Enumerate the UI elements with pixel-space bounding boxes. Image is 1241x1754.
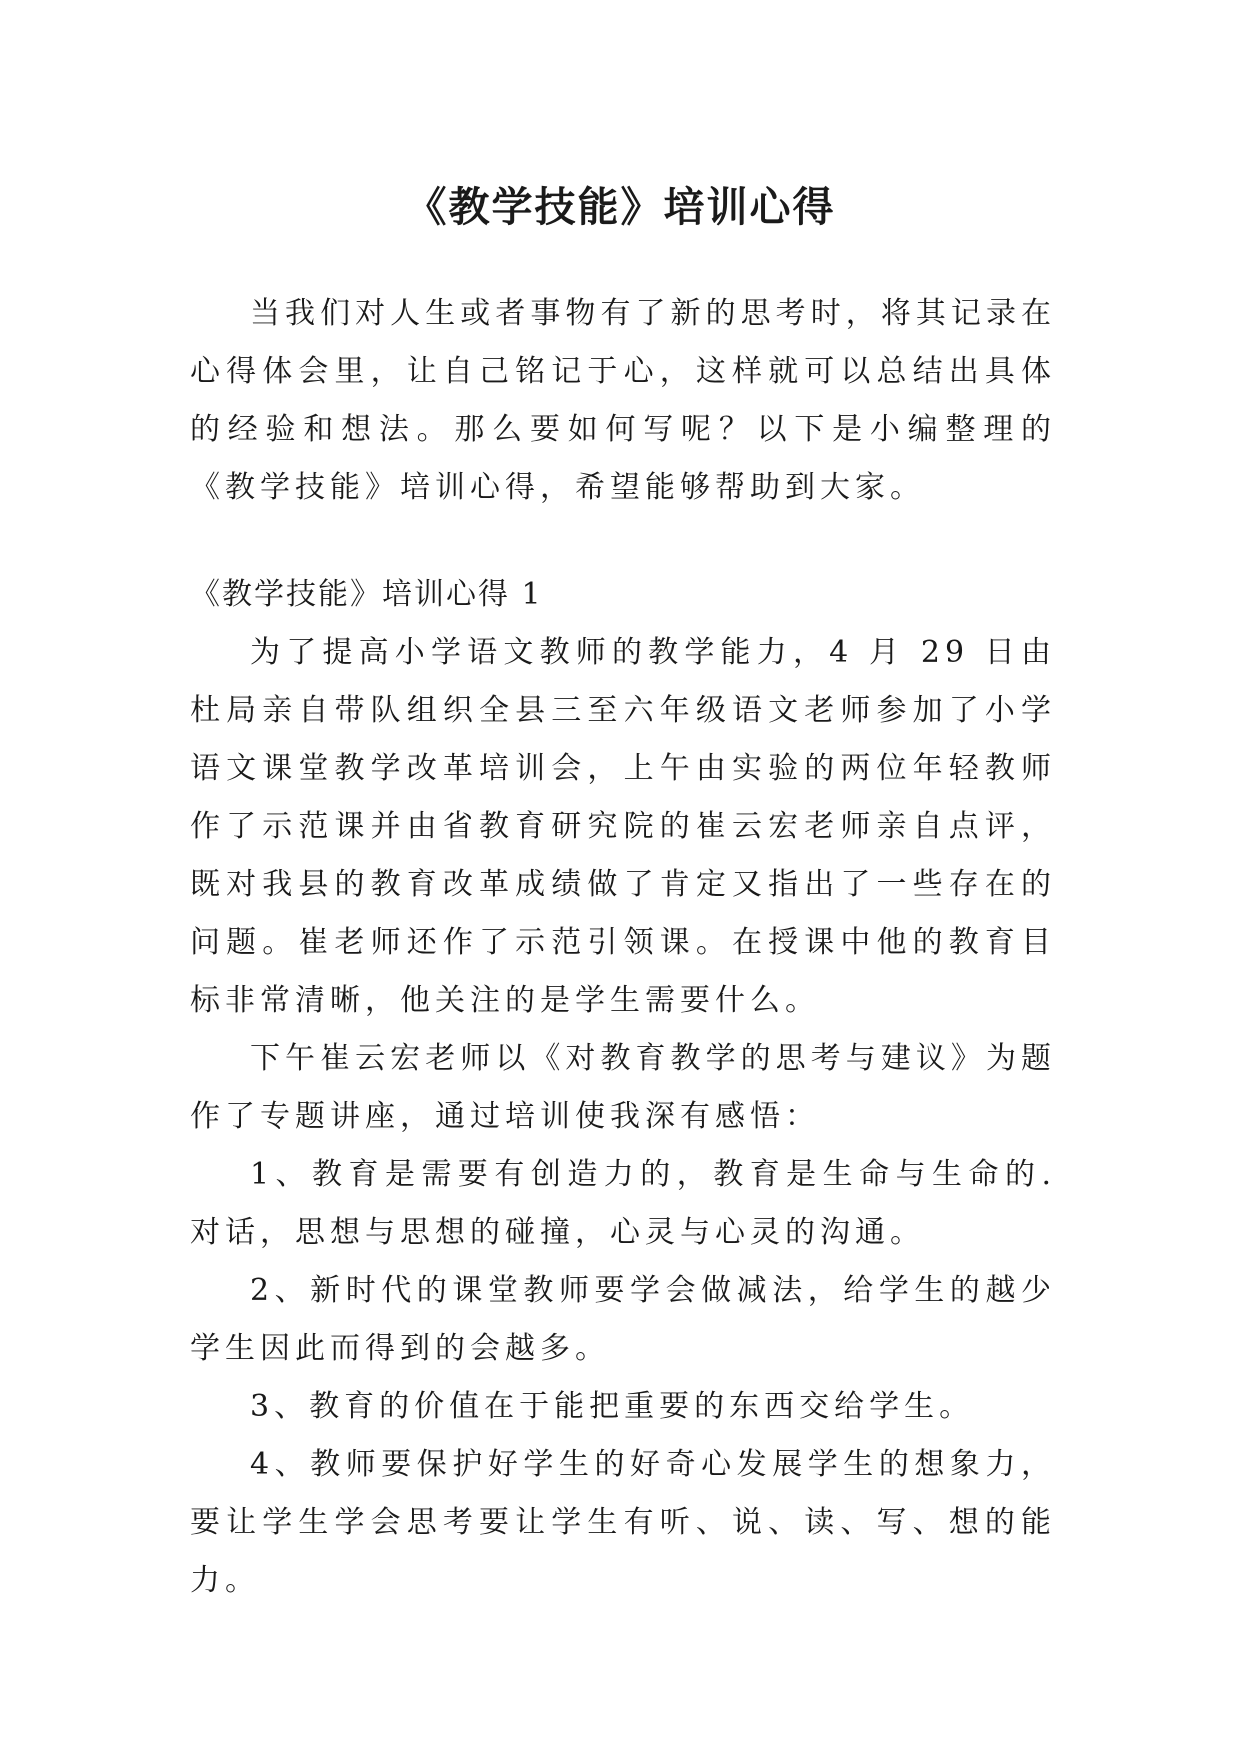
intro-paragraph: 当我们对人生或者事物有了新的思考时，将其记录在心得体会里，让自己铭记于心，这样就可以总结出具体的经验和想法。那么要如何写呢？以下是小编整理的《教学技能》培训心得，希望能够帮助到大家。 (190, 296, 1056, 505)
document-body (190, 285, 1056, 1610)
list-item-1: 1、教育是需要有创造力的，教育是生命与生命的.对话，思想与思想的碰撞，心灵与心灵的沟通。 (190, 1157, 1056, 1250)
list-item-2: 2、新时代的课堂教师要学会做减法，给学生的越少学生因此而得到的会越多。 (190, 1273, 1056, 1366)
body-paragraph-2: 下午崔云宏老师以《对教育教学的思考与建议》为题作了专题讲座，通过培训使我深有感悟： (190, 1041, 1056, 1134)
body-paragraph-1: 为了提高小学语文教师的教学能力，4 月 29 日由杜局亲自带队组织全县三至六年级语文老师参加了小学语文课堂教学改革培训会，上午由实验的两位年轻教师作了示范课并由省教育研究院的崔云宏老师亲自点评，既对我县的教育改革成绩做了肯定又指出了一些存在的问题。崔老师还作了示范引领课。在授课中他的教育目标非常清晰，他关注的是学生需要什么。 (190, 635, 1056, 1018)
page-title: 《教学技能》培训心得 (405, 183, 836, 232)
list-item-4: 4、教师要保护好学生的好奇心发展学生的想象力，要让学生学会思考要让学生有听、说、读、写、想的能力。 (190, 1447, 1056, 1598)
list-item-3: 3、教育的价值在于能把重要的东西交给学生。 (250, 1389, 975, 1424)
section-heading: 《教学技能》培训心得 1 (190, 577, 543, 612)
